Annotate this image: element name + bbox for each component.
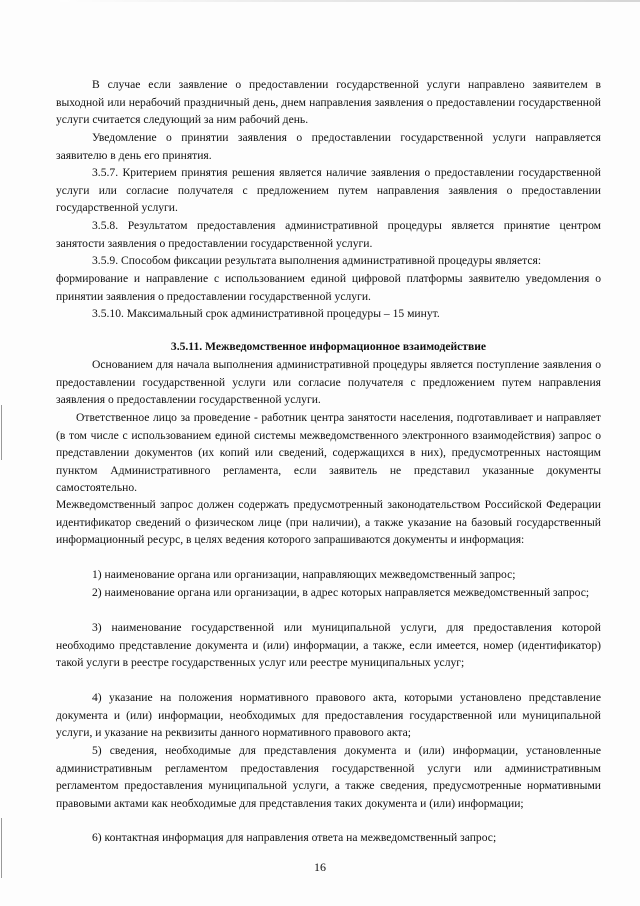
paragraph: Уведомление о принятии заявления о предоставлении государственной услуги направляется заявителю в день его принятия.: [56, 131, 601, 162]
section-heading: 3.5.11. Межведомственное информационное взаимодействие: [170, 340, 487, 353]
paragraph: В случае если заявление о предоставлении государственной услуги направлено заявителем в выходной или нерабочий праздничный день, днем направления заявления о предоставлении государственной услуги считается следующий за ним рабочий день.: [56, 78, 601, 127]
paragraph: формирование и направление с использованием единой цифровой платформы заявителю уведомления о принятии заявления о предоставлении государственной услуги.: [56, 272, 601, 303]
page-number: 16: [314, 860, 326, 874]
list-item: 2) наименование органа или организации, в адрес которых направляется межведомственный запрос;: [92, 586, 590, 599]
paragraph: 3.5.10. Максимальный срок административной процедуры – 15 минут.: [92, 307, 440, 320]
paragraph: 3.5.7. Критерием принятия решения является наличие заявления о предоставлении государственной услуги или согласие получателя с предложением путем направления заявления о предоставлении государственной услуги.: [56, 166, 601, 215]
list-item: 1) наименование органа или организации, направляющих межведомственный запрос;: [92, 568, 516, 581]
scan-edge-left: [1, 405, 2, 460]
scan-edge-top: [60, 0, 640, 2]
paragraph: Основанием для начала выполнения административной процедуры является поступление заявления о предоставлении государственной услуги или согласие получателя с предложением путем направления заявления о предоставлении государственной услуги.: [56, 358, 601, 407]
paragraph: Межведомственный запрос должен содержать предусмотренный законодательством Российской Федерации идентификатор сведений о физическом лице (при наличии), а также указание на базовый государственный информационный ресурс, в целях ведения которого запрашиваются документы и информация:: [56, 498, 601, 547]
list-item: 5) сведения, необходимые для представления документа и (или) информации, установленные административным регламентом предоставления государственной услуги или административным регламентом предоставления муниципальной услуги, а также сведения, предусмотренные нормативными правовыми актами как необходимые для представления таких документа и (или) информации;: [56, 744, 601, 810]
list-item: 6) контактная информация для направления ответа на межведомственный запрос;: [92, 831, 497, 844]
paragraph: 3.5.8. Результатом предоставления административной процедуры является принятие центром занятости заявления о предоставлении государственной услуги.: [56, 219, 601, 250]
paragraph: 3.5.9. Способом фиксации результата выполнения административной процедуры является:: [92, 254, 542, 267]
list-item: 3) наименование государственной или муниципальной услуги, для предоставления которой необходимо представление документа и (или) информации, а также, если имеется, номер (идентификатор) такой услуги в реестре государственных услуг или реестре муниципальных услуг;: [56, 621, 601, 670]
paragraph: Ответственное лицо за проведение - работник центра занятости населения, подготавливает и направляет (в том числе с использованием единой системы межведомственного электронного взаимодействия) запрос о представлении документов (их копий или сведений, содержащихся в них), предусмотренных настоящим пунктом Административного регламента, если заявитель не представил указанные документы самостоятельно.: [56, 411, 601, 495]
list-item: 4) указание на положения нормативного правового акта, которыми установлено представление документа и (или) информации, необходимых для предоставления государственной или муниципальной услуги, и указание на реквизиты данного нормативного правового акта;: [56, 691, 601, 740]
